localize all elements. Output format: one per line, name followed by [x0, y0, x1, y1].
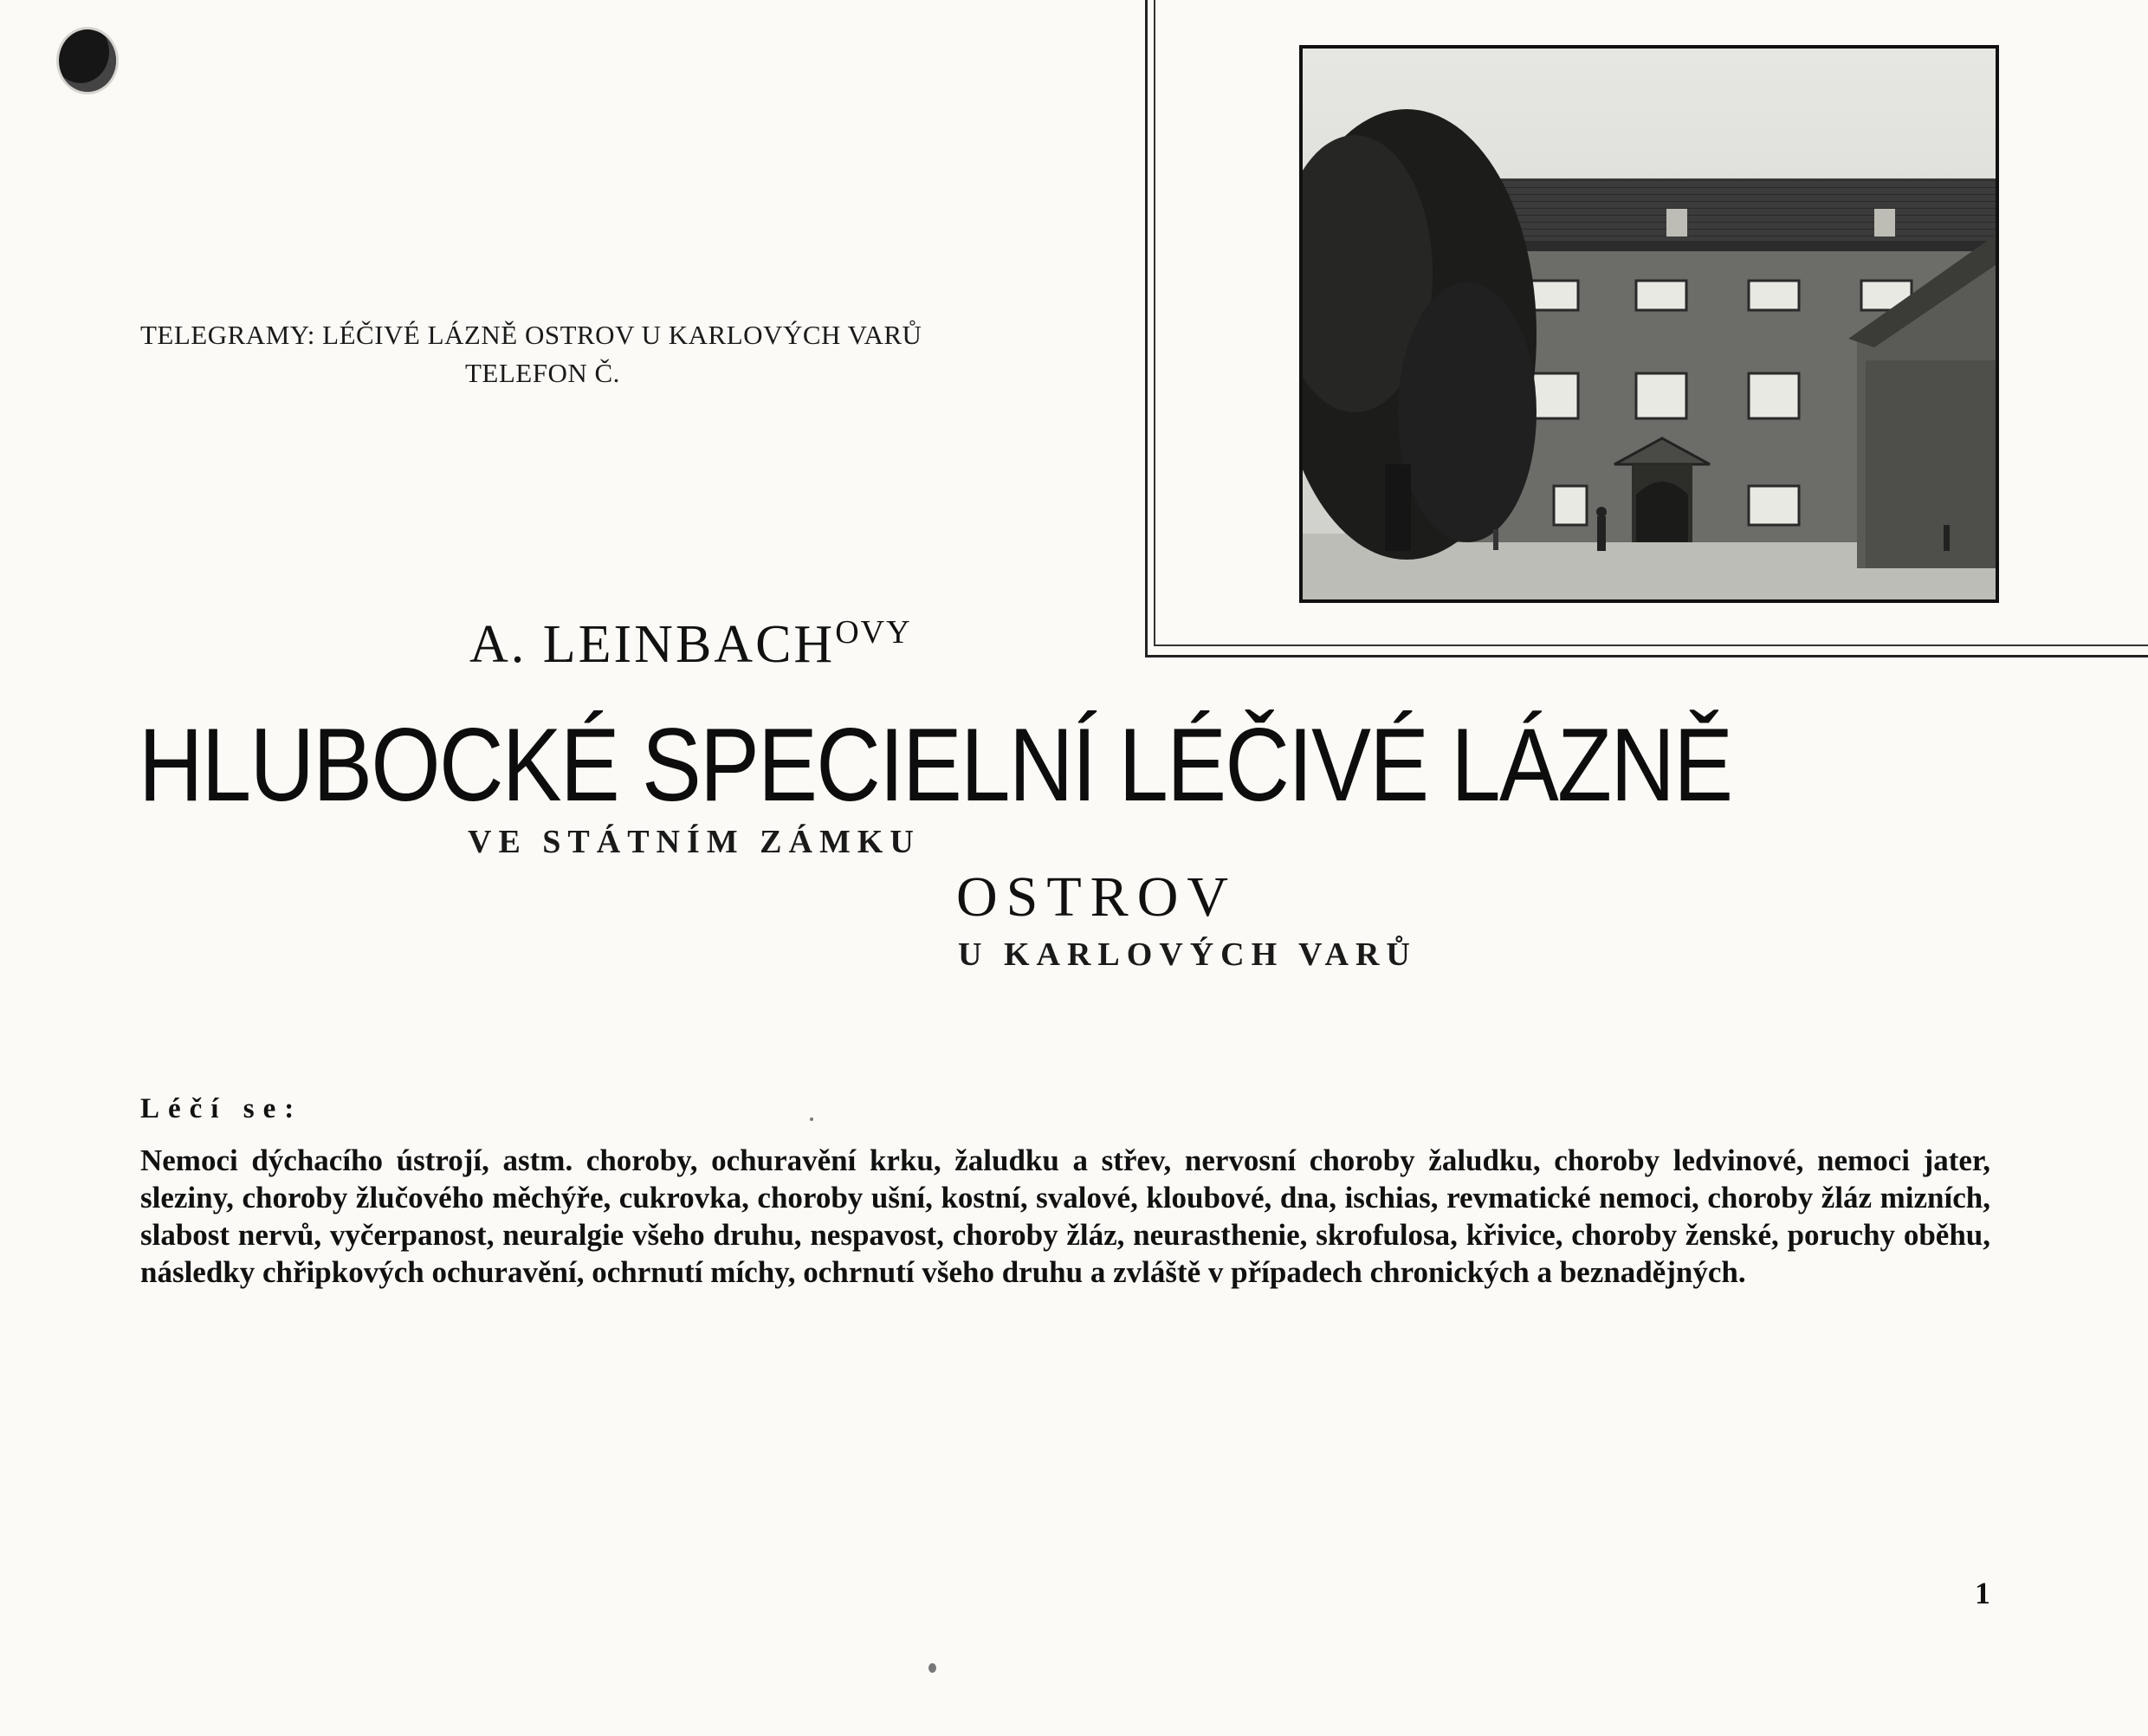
owner-name	[469, 613, 912, 676]
subtitle: VE STÁTNÍM ZÁMKU	[468, 824, 921, 860]
contact-header	[140, 316, 1050, 392]
paper-speck	[928, 1663, 936, 1673]
owner-name-text: A. LEINBACH	[469, 615, 836, 674]
paper-speck	[810, 1117, 813, 1121]
castle-photo	[1299, 45, 1999, 603]
place-near: U KARLOVÝCH VARŮ	[958, 936, 1417, 973]
castle-photo-image	[1303, 49, 1996, 599]
telegram-line: TELEGRAMY: LÉČIVÉ LÁZNĚ OSTROV U KARLOVÝCH VARŮ	[140, 320, 922, 350]
phone-line: TELEFON Č.	[465, 358, 620, 388]
treatments-body: Nemoci dýchacího ústrojí, astm. choroby, ochuravění krku, žaludku a střev, nervosní choroby žaludku, choroby ledvinové, nemoci jater, sleziny, choroby žlučového měchýře, cukrovka, choroby ušní, kostní, svalové, kloubové, dna, ischias, revmatické nemoci, choroby žláz mizních, slabost nervů, vyčerpanost, neuralgie všeho druhu, nespavost, choroby žláz, neurasthenie, skrofulosa, křivice, choroby ženské, poruchy oběhu, následky chřipkových ochuravění, ochrnutí míchy, ochrnutí všeho druhu a zvláště v případech chronických a beznadějných.	[140, 1143, 1990, 1289]
page-number: 1	[1975, 1576, 1990, 1610]
treatments-heading: Léčí se:	[140, 1093, 303, 1124]
place-name: OSTROV	[956, 865, 1238, 929]
main-title: HLUBOCKÉ SPECIELNÍ LÉČIVÉ LÁZNĚ	[139, 707, 1732, 823]
punch-hole	[59, 29, 116, 92]
owner-name-suffix: OVY	[835, 614, 912, 651]
